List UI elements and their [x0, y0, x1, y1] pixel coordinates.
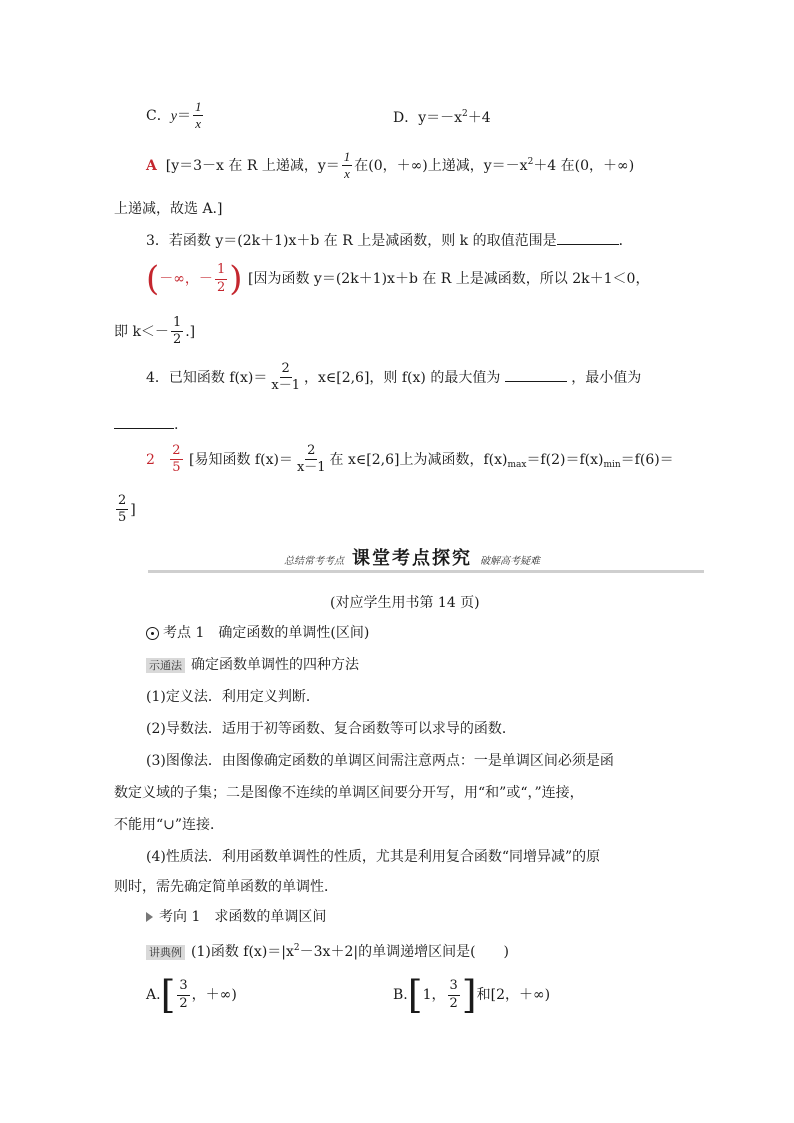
question-3-answer: (－∞，－ $\frac{1}{2}$ )	[146, 259, 243, 299]
option-a: A.[ $\frac{3}{2}$ ，＋∞)	[146, 973, 237, 1017]
answer-blank	[505, 369, 567, 382]
kaoxiang-heading: 考向 1 求函数的单调区间	[146, 910, 326, 924]
kaodian-heading: 考点 1 确定函数的单调性(区间)	[146, 626, 369, 640]
answer-prev-line1: A [y＝3－x 在 R 上递减，y＝ $\frac{1}{x}$ 在(0，＋∞)上递减，$y=-x^2+4$ 在(0，＋∞)	[146, 149, 635, 182]
method-4a: (4)性质法．利用函数单调性的性质，尤其是利用复合函数“同增异减”的原	[146, 849, 601, 865]
question-4: 4．已知函数 f(x)＝ $\frac{2}{x-1}$ ，x∈[2,6]，则 f(x) 的最大值为 ，最小值为	[146, 361, 642, 394]
answer-letter: A	[146, 157, 157, 174]
question-4-answer: 2 $\frac{2}{5}$ [易知函数 f(x)＝ $\frac{2}{x-1}$ 在 x∈[2,6]上为减函数，$f(x)_{max}=f(2)=f(x)_{min}=f(6)=$	[146, 443, 674, 476]
method-3b: 数定义域的子集；二是图像不连续的单调区间要分开写，用“和”或“，”连接，	[114, 785, 584, 801]
choice-d-expr: y＝－x	[418, 110, 463, 126]
method-3c: 不能用“∪”连接．	[114, 817, 225, 833]
question-3-explain: [因为函数 y＝(2k＋1)x＋b 在 R 上是减函数，所以 2k＋1＜0，	[248, 271, 650, 287]
method-3a: (3)图像法．由图像确定函数的单调区间需注意两点：一是单调区间必须是函	[146, 753, 614, 769]
question-3-text: 3．若函数 y＝(2k＋1)x＋b 在 R 上是减函数，则 k 的取值范围是	[146, 233, 557, 249]
fraction: $\frac{1}{x}$	[343, 149, 351, 182]
answer-text: [y＝3－x 在 R 上递减，y＝	[165, 157, 340, 174]
banner-divider	[148, 570, 704, 573]
answer-prev-line2: 上递减，故选 A.]	[114, 201, 223, 217]
answer-blank	[114, 416, 174, 429]
answer-max: 2	[146, 451, 155, 468]
banner-title: 课堂考点探究	[352, 548, 472, 569]
question-4-text: 4．已知函数 f(x)＝	[146, 369, 268, 386]
question-4-line2: .	[114, 416, 178, 432]
question-4-answer-line2: $\frac{2}{5}$ ]	[118, 493, 136, 526]
section-banner: 总结常考考点 课堂考点探究 破解高考疑难	[284, 548, 540, 569]
choice-c-label: C．	[146, 107, 171, 124]
method-2: (2)导数法．适用于初等函数、复合函数等可以求导的函数．	[146, 721, 516, 737]
method-4b: 则时，需先确定简单函数的单调性．	[114, 879, 338, 895]
target-icon	[146, 627, 159, 640]
page-reference: (对应学生用书第 14 页)	[330, 595, 480, 611]
method-heading: 示通法 确定函数单调性的四种方法	[146, 658, 359, 673]
method-1: (1)定义法．利用定义判断．	[146, 689, 320, 705]
choice-c: C．y＝ $\frac{1}{x}$	[146, 99, 202, 132]
choice-d: D．$y=-x^2+4$	[393, 109, 491, 126]
triangle-icon	[146, 912, 153, 922]
tag-label: 讲典例	[146, 945, 185, 960]
choice-d-label: D．	[393, 110, 419, 126]
question-3-explain-line2: 即 k＜－ $\frac{1}{2}$ .]	[114, 315, 196, 348]
tag-label: 示通法	[146, 658, 185, 673]
example-1: 讲典例 (1)函数 $f(x)=|x^2-3x+2|$的单调递增区间是( )	[146, 944, 509, 960]
question-3: 3．若函数 y＝(2k＋1)x＋b 在 R 上是减函数，则 k 的取值范围是 ．	[146, 233, 633, 249]
answer-min: $\frac{2}{5}$	[172, 443, 181, 476]
answer-blank	[557, 232, 619, 245]
option-b: B.[1， $\frac{3}{2}$ ]和[2，＋∞)	[393, 973, 551, 1017]
fraction: $\frac{1}{x}$	[194, 99, 202, 132]
